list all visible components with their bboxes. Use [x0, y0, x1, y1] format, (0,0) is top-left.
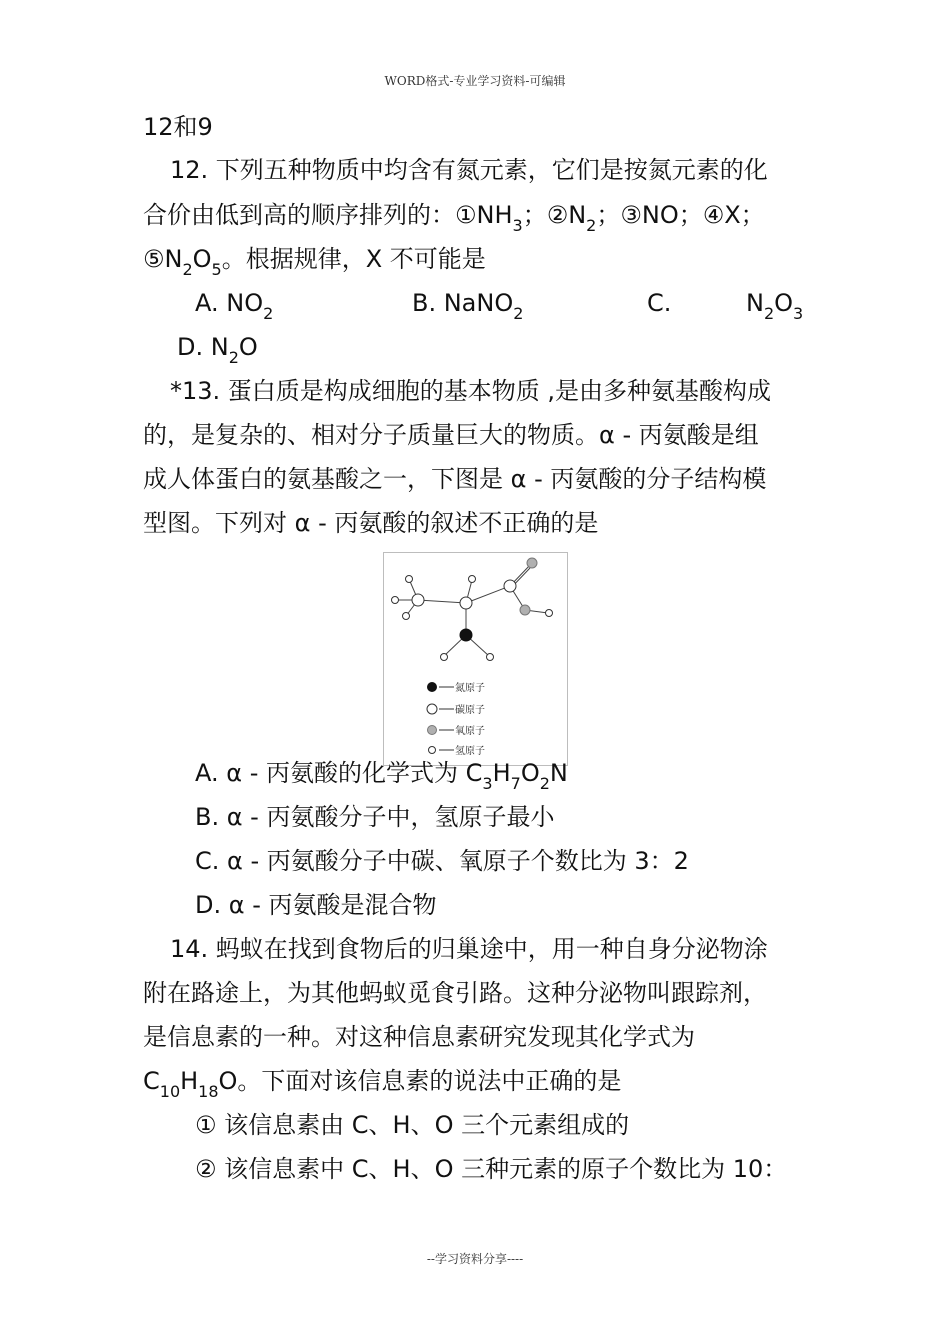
alanine-molecule-diagram	[383, 552, 568, 766]
bond-line	[418, 600, 466, 603]
hydrogen-atom	[406, 576, 413, 583]
hydrogen-atom	[441, 654, 448, 661]
legend-nitrogen-swatch	[427, 682, 437, 692]
legend-hydrogen-swatch	[429, 747, 436, 754]
q12-option-d: D. $N_2O$	[177, 333, 258, 367]
q12-option-b: B. NaNO$_2$	[412, 289, 524, 323]
q12-stem-line2: 合价由低到高的顺序排列的：$①NH_3$；$②N_2$；③NO；④X；	[143, 201, 765, 235]
q14-stem-line3: 是信息素的一种。对这种信息素研究发现其化学式为	[143, 1023, 695, 1051]
carbon-atom	[460, 597, 472, 609]
legend-carbon-label: 碳原子	[455, 705, 485, 716]
q12-stem-line3: $⑤N_2O_5$。根据规律，X 不可能是	[143, 245, 486, 279]
q13-option-a: A. α - 丙氨酸的化学式为 $C_3H_7O_2N$	[195, 759, 568, 793]
q14-item-1: ① 该信息素由 C、H、O 三个元素组成的	[195, 1111, 630, 1139]
legend-carbon-swatch	[427, 704, 437, 714]
legend-hydrogen-label: 氢原子	[455, 746, 485, 757]
q12-option-c: $N_2O_3$	[746, 289, 804, 323]
q14-stem-line2: 附在路途上，为其他蚂蚁觅食引路。这种分泌物叫跟踪剂，	[143, 979, 767, 1007]
q14-formula-line: $C_{10}H_{18}O$。下面对该信息素的说法中正确的是	[143, 1067, 622, 1101]
page-header: WORD格式-专业学习资料-可编辑	[384, 74, 566, 88]
oxygen-atom	[520, 605, 530, 615]
q13-stem-line1: *13. 蛋白质是构成细胞的基本物质 ,是由多种氨基酸构成	[170, 377, 772, 405]
hydrogen-atom	[487, 654, 494, 661]
q13-stem-line2: 的，是复杂的、相对分子质量巨大的物质。α - 丙氨酸是组	[143, 421, 759, 449]
hydrogen-atom	[469, 576, 476, 583]
carbon-atom	[504, 580, 516, 592]
nitrogen-atom	[460, 629, 472, 641]
carbon-atom	[412, 594, 424, 606]
q13-option-c: C. α - 丙氨酸分子中碳、氧原子个数比为 3：2	[195, 847, 689, 875]
hydrogen-atom	[403, 613, 410, 620]
q12-option-c-label: C.	[647, 289, 672, 317]
q13-option-d: D. α - 丙氨酸是混合物	[195, 891, 437, 919]
q12-option-a: A. $NO_2$	[195, 289, 274, 323]
legend-oxygen-swatch	[428, 726, 437, 735]
q13-option-b: B. α - 丙氨酸分子中，氢原子最小	[195, 803, 555, 831]
legend-nitrogen-label: 氮原子	[455, 683, 485, 694]
bond-line	[466, 586, 510, 603]
hydrogen-atom	[546, 610, 553, 617]
q13-stem-line3: 成人体蛋白的氨基酸之一，下图是 α - 丙氨酸的分子结构模	[143, 465, 767, 493]
hydrogen-atom	[392, 597, 399, 604]
q14-item-2: ② 该信息素中 C、H、O 三种元素的原子个数比为 10：	[195, 1155, 788, 1183]
q13-stem-line4: 型图。下列对 α - 丙氨酸的叙述不正确的是	[143, 509, 599, 537]
q14-stem-line1: 14. 蚂蚁在找到食物后的归巢途中，用一种自身分泌物涂	[170, 935, 768, 963]
legend-oxygen-label: 氧原子	[455, 726, 485, 737]
page-footer: --学习资料分享----	[426, 1252, 524, 1266]
oxygen-atom	[527, 558, 537, 568]
q12-stem-line1: 12. 下列五种物质中均含有氮元素，它们是按氮元素的化	[170, 156, 768, 184]
intro-line: 12和9	[143, 113, 213, 141]
